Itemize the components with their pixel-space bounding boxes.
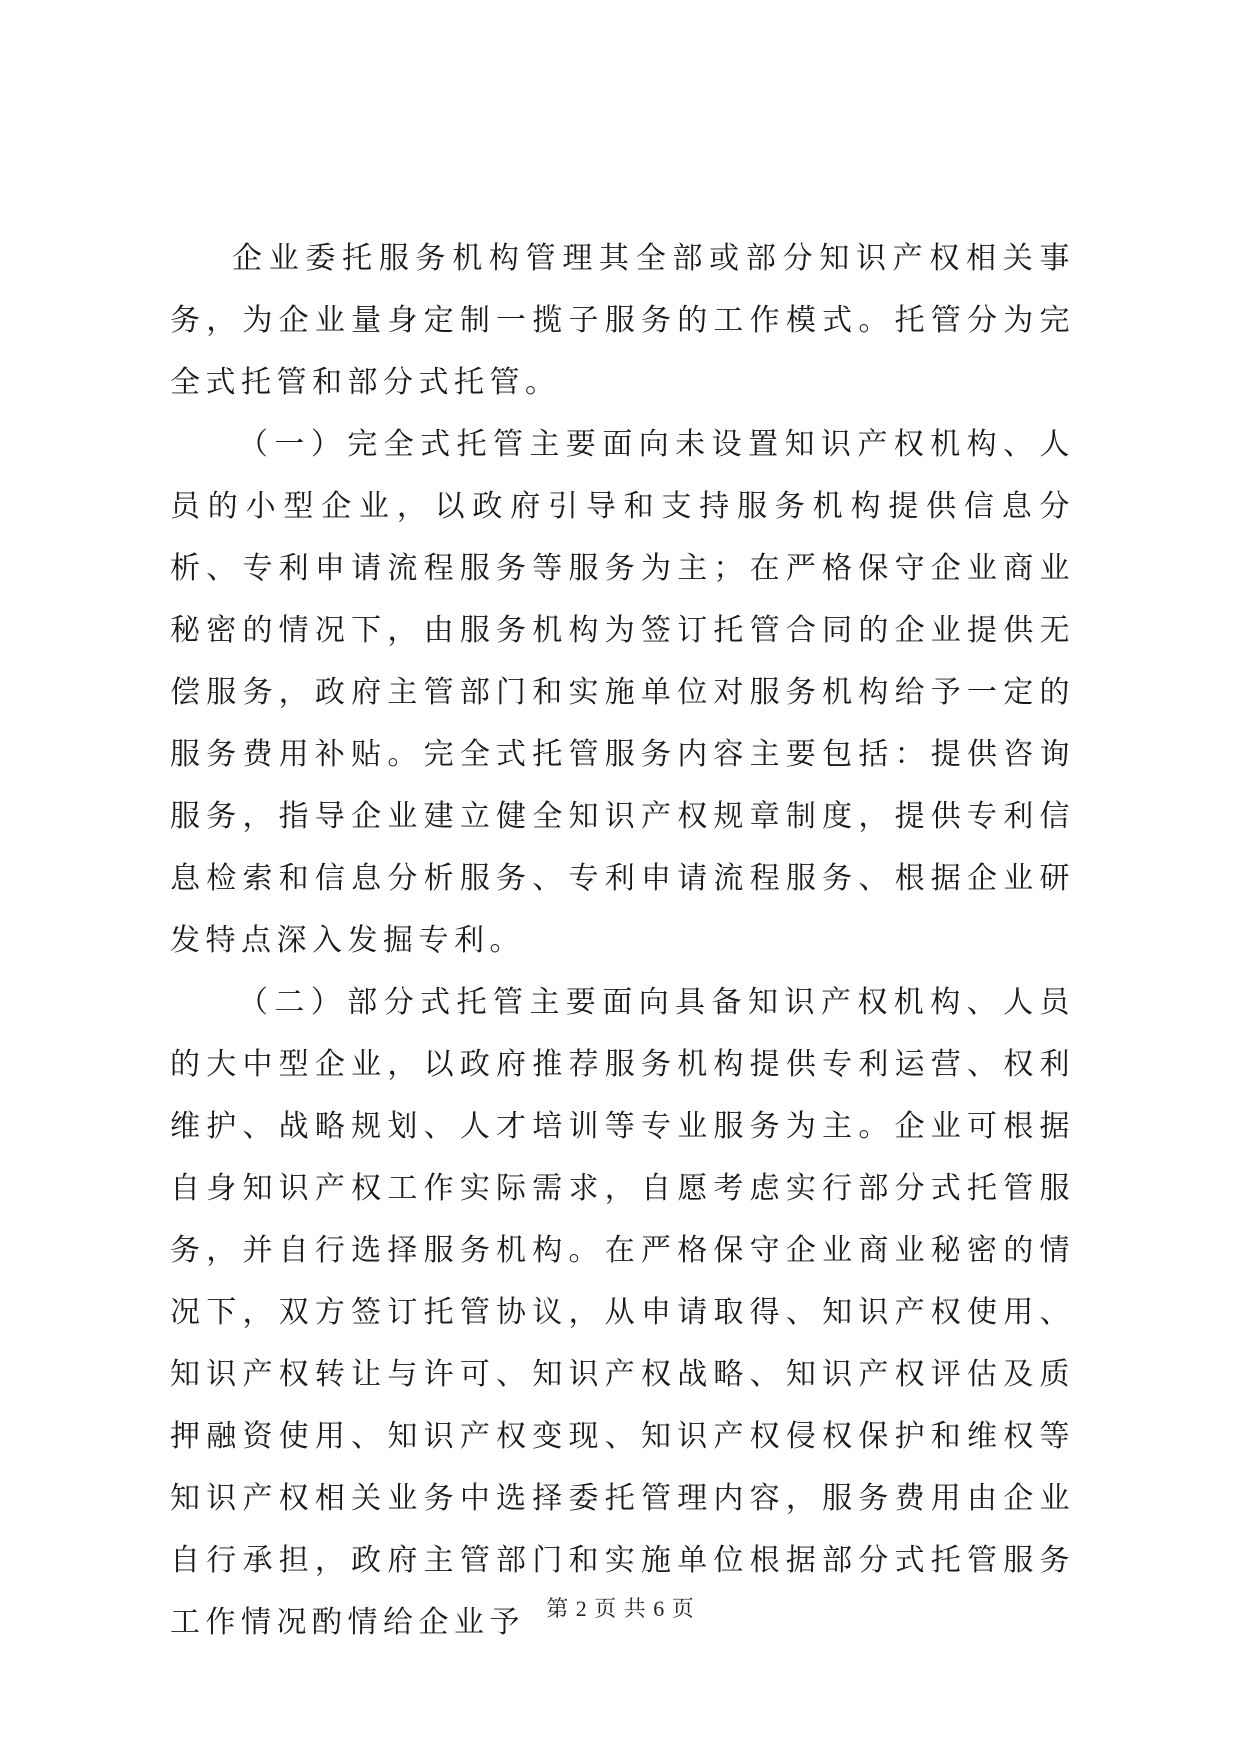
- document-body: [170, 228, 1075, 1654]
- paragraph-partial-custody: （二）部分式托管主要面向具备知识产权机构、人员的大中型企业，以政府推荐服务机构提供专利运营、权利维护、战略规划、人才培训等专业服务为主。企业可根据自身知识产权工作实际需求，自愿考虑实行部分式托管服务，并自行选择服务机构。在严格保守企业商业秘密的情况下，双方签订托管协议，从申请取得、知识产权使用、知识产权转让与许可、知识产权战略、知识产权评估及质押融资使用、知识产权变现、知识产权侵权保护和维权等知识产权相关业务中选择委托管理内容，服务费用由企业自行承担，政府主管部门和实施单位根据部分式托管服务工作情况酌情给企业予: [170, 985, 1075, 1640]
- paragraph-full-custody: （一）完全式托管主要面向未设置知识产权机构、人员的小型企业，以政府引导和支持服务机构提供信息分析、专利申请流程服务等服务为主；在严格保守企业商业秘密的情况下，由服务机构为签订托管合同的企业提供无偿服务，政府主管部门和实施单位对服务机构给予一定的服务费用补贴。完全式托管服务内容主要包括：提供咨询服务，指导企业建立健全知识产权规章制度，提供专利信息检索和信息分析服务、专利申请流程服务、根据企业研发特点深入发掘专利。: [170, 427, 1075, 958]
- page-number-footer: 第 2 页 共 6 页: [546, 1596, 695, 1621]
- paragraph-intro: 企业委托服务机构管理其全部或部分知识产权相关事务，为企业量身定制一揽子服务的工作模式。托管分为完全式托管和部分式托管。: [170, 241, 1075, 400]
